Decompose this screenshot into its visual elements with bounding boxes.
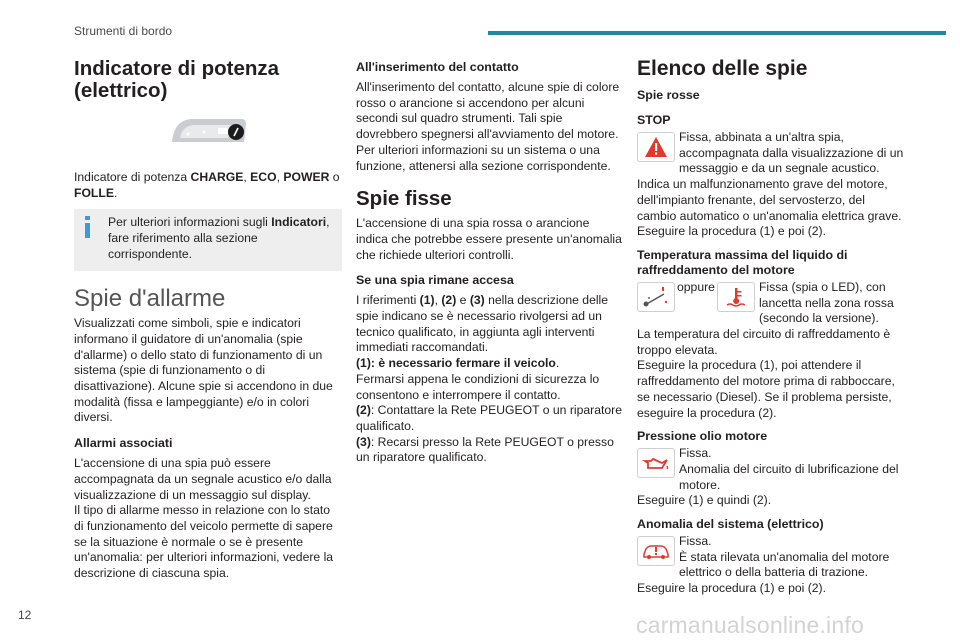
column-middle [356,58,624,472]
spie-fisse-text: L'accensione di una spia rossa o arancione indica che potrebbe essere presente un'anomalia che richiede ulteriori controlli. [356,216,622,262]
allarmi-text-2: Il tipo di allarme messo in relazione con lo stato di funzionamento del veicolo permette di sapere se la situazione è normale o se è presente un'anomalia: per ulteriori informazioni, vedere la descrizione di ciascuna spia. [74,503,334,581]
power-gauge-figure [74,114,342,156]
column-left [74,58,342,588]
spie-allarme-text: Visualizzati come simboli, spie e indicatori informano il guidatore di un'anomalia (spie d'allarme) o dello stato di funzionamento di un sistema (spie di funzionamento o di disattivazione). Alcune spie si accendono in due modalità (fissa e lampeggiante) e/o in colori diversi. [74,316,333,425]
allarmi-text-1: L'accensione di una spia può essere accompagnata da un segnale acustico e/o dalla visualizzazione di un messaggio sul display. [74,456,332,502]
anomalia-entry: Fissa. È stata rilevata un'anomalia del motore elettrico o della batteria di trazione. Eseguire la procedura (1) e poi (2). [637,534,890,596]
page-number: 12 [18,608,32,622]
rimane-accesa-heading: Se una spia rimane accesa [356,273,514,288]
step-3: (3): Recarsi presso la Rete PEUGEOT o presso un riparatore qualificato. [356,434,614,465]
stop-warning-icon [637,132,675,162]
header-accent-bar [488,31,946,35]
running-header: Strumenti di bordo [74,24,173,38]
step-2: (2): Contattare la Rete PEUGEOT o un riparatore qualificato. [356,403,622,433]
anomalia-heading: Anomalia del sistema (elettrico) [637,517,824,532]
step-1: (1): è necessario fermare il veicolo. Fermarsi appena le condizioni di sicurezza lo consentono e interrompere il contatto. [356,356,600,402]
watermark: carmanualsonline.info [636,612,864,638]
allarmi-associati-heading: Allarmi associati [74,436,173,451]
power-indicator-title: Indicatore di potenza (elettrico) [74,57,280,102]
elenco-spie-heading: Elenco delle spie [637,57,808,80]
contatto-heading: All'inserimento del contatto [356,60,519,74]
info-icon [82,216,96,238]
spie-allarme-heading: Spie d'allarme [74,284,226,312]
oil-pressure-icon [637,448,675,478]
olio-heading: Pressione olio motore [637,429,768,444]
electric-system-fault-icon [637,536,675,566]
spie-fisse-heading: Spie fisse [356,187,452,211]
temperatura-entry: oppure Fissa (spia o LED), con lancetta nella zona rossa (secondo la versione). La temperatura del circuito di raffreddamento è troppo elevata. Eseguire la procedura (1), poi attendere il raffreddamento del motore prima di rabboccare, se necessario (Diesel). Se il problema persiste, eseguire la procedura (2). [637,279,895,420]
stop-entry: Fissa, abbinata a un'altra spia, accompagnata dalla visualizzazione di un messaggio e da un segnale acustico. Indica un malfunzionamento grave del motore, dell'impianto frenante, del servosterzo, del cambio automatico o un'anomalia elettrica grave. Eseguire la procedura (1) e poi (2). [637,130,904,239]
olio-entry: Fissa. Anomalia del circuito di lubrificazione del motore. Eseguire (1) e quindi (2). [637,446,899,508]
gauge-caption: Indicatore di potenza CHARGE, ECO, POWER o FOLLE. [74,170,340,200]
coolant-temperature-icon [717,282,755,312]
power-gauge-icon [166,114,250,148]
stop-heading: STOP [637,113,671,127]
temperatura-heading: Temperatura massima del liquido di raffreddamento del motore [637,247,848,277]
column-right [637,58,907,597]
contatto-text: All'inserimento del contatto, alcune spie di colore rosso o arancione si accendono per alcuni secondi sul quadro strumenti. Tali spie dovrebbero spegnersi all'avviamento del motore. Per ulteriori informazioni su un sistema o una funzione, attenersi alla sezione corrispondente. [356,80,620,173]
info-note: Per ulteriori informazioni sugli Indicatori, fare riferimento alla sezione corrispondente. [74,209,342,270]
temperature-gauge-icon [637,282,675,312]
spie-rosse-heading: Spie rosse [637,88,700,102]
rimane-accesa-text: I riferimenti (1), (2) e (3) nella descrizione delle spie indicano se è necessario rivolgersi ad un tecnico qualificato, in aggiunta agli interventi immediati raccomandati. [356,293,609,355]
